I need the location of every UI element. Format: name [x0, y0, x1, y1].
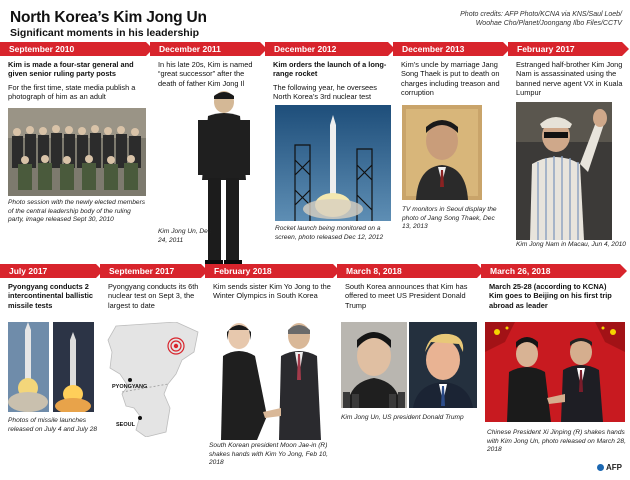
panel-date: December 2012: [265, 42, 388, 56]
kim-jong-nam-photo: [516, 102, 612, 240]
panel-text: Kim sends sister Kim Yo Jong to the Winter Olympics in South Korea: [213, 282, 331, 301]
photo-caption: Photo session with the newly elected members of the central leadership body of the ruling party, image released Sept 30, 2010: [8, 199, 146, 224]
afp-logo-icon: [597, 464, 604, 471]
panel-july-2017: [0, 264, 100, 464]
photo-caption: Kim Jong Un, Dec 24, 2011: [158, 228, 212, 244]
rocket-launch-photo: [275, 105, 391, 221]
panel-text: Estranged half-brother Kim Jong Nam is assassinated using the banned nerve agent VX in Kuala Lumpur: [516, 60, 623, 98]
photo-credits: Photo credits: AFP Photo/KCNA via KNS/Saul Loeb/ Woohae Cho/Planet/Joongang Ilbo Files/CCTV: [460, 11, 622, 28]
photo-caption: Chinese President Xi Jinping (R) shakes hands with Kim Jong Un, photo released on March 28, 2018: [487, 429, 626, 454]
timeline-row-2: [0, 264, 630, 467]
agency-logo: AFP: [597, 463, 622, 472]
panel-text: In his late 20s, Kim is named “great successor” after the death of father Kim Jong Il: [158, 60, 253, 88]
panel-feb-2017: [508, 42, 630, 260]
party-group-photo: [8, 108, 146, 196]
panel-date: July 2017: [0, 264, 96, 278]
panel-date: September 2017: [100, 264, 201, 278]
panel-march-26-2018: [481, 264, 630, 464]
photo-caption: South Korean president Moon Jae-in (R) shakes hands with Kim Yo Jong, Feb 10, 2018: [209, 442, 329, 467]
panel-date: December 2013: [393, 42, 503, 56]
panel-text: South Korea announces that Kim has offered to meet US President Donald Trump: [345, 282, 468, 310]
panel-text: Kim’s uncle by marriage Jang Song Thaek is put to death on charges including treason and corruption: [401, 60, 500, 98]
page-title: North Korea’s Kim Jong Un: [10, 9, 207, 26]
panel-feb-2018: [205, 264, 337, 467]
xi-kim-handshake-photo: [485, 322, 625, 422]
panel-dec-2011: [150, 42, 265, 260]
photo-caption: TV monitors in Seoul display the photo of Jang Song Thaek, Dec 13, 2013: [402, 206, 497, 231]
photo-caption: Kim Jong Nam in Macau, Jun 4, 2010: [516, 241, 626, 248]
panel-text: March 25-28 (according to KCNA) Kim goes to Beijing on his first trip abroad as leader: [489, 282, 612, 310]
panel-date: March 8, 2018: [337, 264, 477, 278]
panel-date: September 2010: [0, 42, 146, 56]
photo-caption: Rocket launch being monitored on a screen, photo released Dec 12, 2012: [275, 225, 384, 241]
panel-text: Pyongyang conducts its 6th nuclear test on Sept 3, the largest to date: [108, 282, 199, 310]
panel-dec-2013: [393, 42, 508, 260]
handshake-photo: [209, 316, 333, 440]
panel-text: Kim orders the launch of a long-range rocket The following year, he oversees North Korea’s 3rd nuclear test: [273, 60, 387, 102]
panel-sept-2017: [100, 264, 205, 464]
photo-caption: Photos of missile launches released on July 4 and July 28: [8, 417, 98, 433]
panel-text: Pyongyang conducts 2 intercontinental ballistic missile tests: [8, 282, 94, 310]
panel-date: March 26, 2018: [481, 264, 620, 278]
kim-jong-un-portrait: [341, 322, 407, 408]
page-subtitle: Significant moments in his leadership: [10, 27, 200, 39]
timeline-row-1: [0, 42, 630, 260]
panel-date: February 2017: [508, 42, 622, 56]
korea-map: [106, 322, 201, 437]
panel-date: February 2018: [205, 264, 333, 278]
missile-launch-photos: [8, 322, 94, 412]
donald-trump-portrait: [409, 322, 477, 408]
map-label-pyongyang: PYONGYANG: [112, 384, 148, 390]
map-label-seoul: SEOUL: [116, 422, 135, 428]
panel-dec-2012: [265, 42, 393, 260]
panel-text: Kim is made a four-star general and given senior ruling party posts For the first time, state media publish a photograph of him as an adult: [8, 60, 136, 102]
panel-march-8-2018: [337, 264, 481, 464]
panel-sept-2010: [0, 42, 150, 260]
panel-date: December 2011: [150, 42, 260, 56]
photo-caption: Kim Jong Un, US president Donald Trump: [341, 414, 464, 421]
jang-song-thaek-photo: [402, 105, 482, 200]
